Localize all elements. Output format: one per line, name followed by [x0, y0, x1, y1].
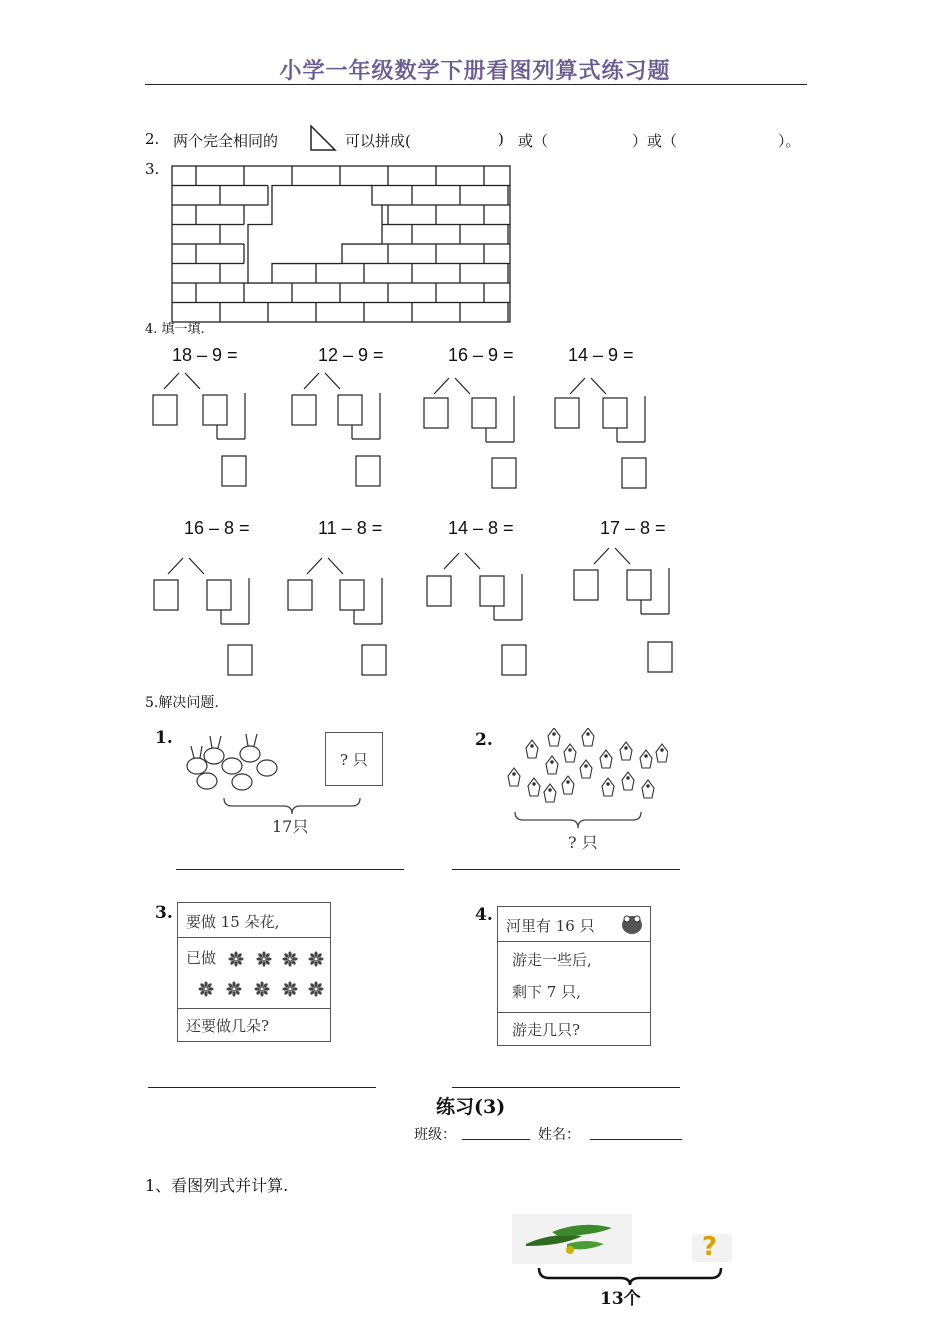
birds-group-image	[498, 728, 668, 812]
p1-number: 1.	[155, 728, 173, 748]
split-diagram-8	[574, 548, 672, 672]
p4-number: 4.	[475, 905, 493, 925]
equation-1: 18 – 9 =	[172, 345, 238, 365]
p4-line1: 河里有 16 只	[506, 917, 595, 935]
equation-4: 14 – 9 =	[568, 345, 634, 365]
split-diagram-1	[153, 373, 246, 486]
p2-total: ? 只	[568, 833, 598, 852]
p3-number: 3.	[155, 903, 173, 923]
peppers-image	[512, 1214, 632, 1264]
q5-label: 5.解决问题.	[145, 695, 219, 711]
p4-line2: 游走一些后,	[512, 951, 592, 969]
name-label: 姓名：	[538, 1127, 580, 1143]
count-label: 13个	[600, 1289, 641, 1309]
p3-line1: 要做 15 朵花,	[186, 913, 280, 931]
p2-answer-line[interactable]	[452, 869, 680, 870]
equation-2: 12 – 9 =	[318, 345, 384, 365]
p3-problem-box	[177, 902, 331, 1042]
split-diagram-5	[154, 558, 252, 675]
p3-line2: 已做	[186, 949, 217, 967]
p1-total: 17只	[272, 817, 309, 836]
equation-8: 17 – 8 =	[600, 518, 666, 538]
p4-answer-line[interactable]	[452, 1087, 680, 1088]
split-diagram-2	[292, 373, 380, 486]
p2-brace-icon	[513, 810, 643, 830]
p1-unknown-box	[325, 732, 383, 786]
p4-line4: 游走几只?	[512, 1021, 581, 1039]
class-field[interactable]	[462, 1139, 530, 1140]
q2-number: 2.	[145, 130, 160, 148]
q2-or2: ）或（	[632, 132, 678, 150]
p4-line3: 剩下 7 只,	[512, 983, 581, 1001]
question-mark-icon: ?	[702, 1232, 718, 1262]
split-diagram-4	[555, 378, 646, 488]
name-field[interactable]	[590, 1139, 682, 1140]
p1-unknown-text: ? 只	[340, 751, 368, 769]
rabbits-group-image	[182, 726, 282, 796]
p3-answer-line[interactable]	[148, 1087, 376, 1088]
split-diagram-3	[424, 378, 516, 488]
p1-brace-icon	[222, 796, 362, 816]
q3-number: 3.	[145, 160, 160, 178]
question-mark-badge	[692, 1234, 732, 1262]
p4-problem-box	[497, 906, 651, 1046]
equation-3: 16 – 9 =	[448, 345, 514, 365]
p2-number: 2.	[475, 730, 493, 750]
p3-line3: 还要做几朵?	[186, 1017, 270, 1035]
q2-end: ）。	[778, 132, 801, 150]
practice-q1: 1、看图列式并计算.	[145, 1176, 289, 1195]
equation-6: 11 – 8 =	[318, 518, 383, 538]
flowers-image	[178, 939, 330, 1007]
split-diagram-7	[427, 553, 526, 675]
q4-label: 4. 填一填.	[145, 322, 205, 337]
p1-answer-line[interactable]	[176, 869, 404, 870]
equation-5: 16 – 8 =	[184, 518, 250, 538]
bottom-brace-icon	[537, 1266, 723, 1286]
split-diagram-6	[288, 558, 386, 675]
q2-text-after: 可以拼成(	[345, 132, 411, 150]
practice-heading: 练习(3)	[436, 1096, 506, 1118]
q2-text-before: 两个完全相同的	[173, 132, 279, 150]
frog-icon	[618, 911, 646, 937]
q2-or1: 或（	[518, 132, 549, 150]
page-title: 小学一年级数学下册看图列算式练习题	[279, 59, 671, 84]
equation-7: 14 – 8 =	[448, 518, 514, 538]
class-label: 班级：	[414, 1127, 456, 1143]
q2-blank1-close: )	[498, 130, 504, 148]
